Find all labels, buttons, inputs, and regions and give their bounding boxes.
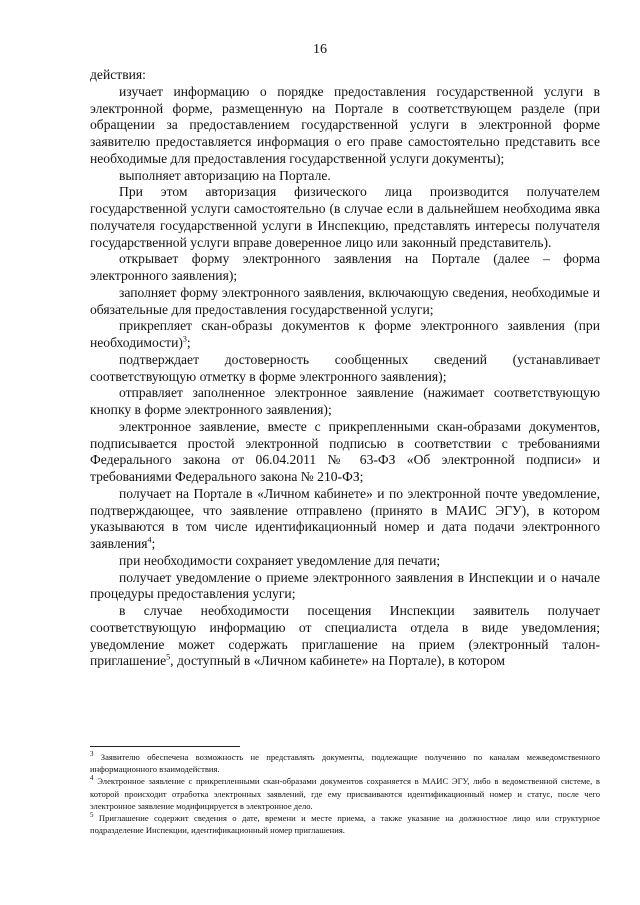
footnote-separator	[90, 746, 240, 747]
paragraph-visit	[90, 603, 600, 670]
paragraph-receipt	[90, 570, 600, 604]
footnote-mark: 3	[90, 750, 94, 759]
footnote-text: Приглашение содержит сведения о дате, времени и месте приема, а также указание на должностное лицо или структурное подразделение Инспекции, идентификационный номер приглашения.	[90, 813, 600, 836]
footnote-mark: 4	[90, 774, 94, 783]
paragraph-text: прикрепляет скан-образы документов к форме электронного заявления (при необходимости)	[90, 318, 600, 350]
paragraph-text: выполняет авторизацию на Портале.	[119, 167, 331, 183]
paragraph-text: заполняет форму электронного заявления, включающую сведения, необходимые и обязательные для предоставления государственной услуги;	[90, 284, 600, 317]
footnote-ref-5: 5	[166, 652, 171, 662]
paragraph-text: открывает форму электронного заявления на Портале (далее – форма электронного заявления);	[90, 251, 600, 283]
paragraph-text: действия:	[90, 67, 146, 82]
paragraph-text: изучает информацию о порядке предоставления государственной услуги в электронной форме, размещенную на Портале в соответствующем разделе (при обращении за предоставлением государственной услуги в электронной форме заявителю предоставляется информация о его праве самостоятельно представить все необходимые для предоставления государственной услуги документы);	[90, 83, 600, 166]
footnote-4	[90, 775, 600, 812]
page-number: 16	[313, 42, 327, 57]
paragraph-text-after: , доступный в «Личном кабинете» на Портале), в котором	[170, 653, 505, 669]
paragraph-fill-form	[90, 285, 600, 319]
paragraph-text: При этом авторизация физического лица производится получателем государственной услуги самостоятельно (в случае если в дальнейшем необходима явка получателя государственной услуги в Инспекцию, представлять интересы получателя государственной услуги вправе доверенное лицо или законный представитель).	[90, 184, 600, 250]
paragraph-text: электронное заявление, вместе с прикрепленными скан-образами документов, подписывается простой электронной подписью в соответствии с требованиями Федерального закона от 06.04.2011 № 63-ФЗ «Об электронной подписи» и требованиями Федерального закона № 210-ФЗ;	[90, 418, 600, 484]
paragraph-authorization-note	[90, 184, 600, 251]
paragraph-text: получает уведомление о приеме электронного заявления в Инспекции и о начале процедуры предоставления услуги;	[90, 569, 600, 602]
paragraph-text: отправляет заполненное электронное заявление (нажимает соответствующую кнопку в форме электронного заявления);	[90, 385, 600, 417]
footnote-3	[90, 751, 600, 775]
paragraph-confirm	[90, 352, 600, 386]
paragraph-text-after: ;	[151, 536, 156, 551]
footnote-5	[90, 812, 600, 836]
footnote-text: Электронное заявление с прикрепленными скан-образами документов сохраняется в МАИС ЭГУ, либо в ведомственной системе, в которой происходит отработка электронных заявлений, где ему присваиваются идентификационный номер и статус, после чего электронное заявление модифицируется в электронное дело.	[90, 776, 600, 811]
footnotes	[90, 751, 600, 836]
paragraph-send	[90, 385, 600, 419]
paragraph-open-form	[90, 251, 600, 285]
footnote-ref-3: 3	[182, 334, 187, 344]
paragraph-study-info	[90, 84, 600, 168]
paragraph-attach-scans	[90, 318, 600, 352]
paragraph-text: при необходимости сохраняет уведомление для печати;	[119, 552, 441, 568]
paragraph-text-after: ;	[186, 335, 191, 350]
paragraph-intro	[90, 67, 600, 84]
paragraph-notification	[90, 486, 600, 553]
footnote-mark: 5	[90, 811, 94, 820]
paragraph-authorization	[90, 168, 600, 185]
paragraph-save-notification	[90, 553, 600, 570]
paragraph-text: в случае необходимости посещения Инспекции заявитель получает соответствующую информацию от специалиста отдела в виде уведомления; уведомление может содержать приглашение на прием (электронный талон-приглашение	[90, 603, 600, 669]
paragraph-text: подтверждает достоверность сообщенных сведений (устанавливает соответствующую отметку в форме электронного заявления);	[90, 351, 600, 384]
paragraph-signature	[90, 419, 600, 486]
paragraph-text: получает на Портале в «Личном кабинете» и по электронной почте уведомление, подтверждающее, что заявление отправлено (принято в МАИС ЭГУ), в котором указываются в том числе идентификационный номер и дата подачи электронного заявления	[90, 485, 600, 551]
footnote-ref-4: 4	[147, 535, 152, 545]
main-text	[90, 67, 600, 670]
footnote-text: Заявителю обеспечена возможность не представлять документы, подлежащие получению по каналам межведомственного информационного взаимодействия.	[90, 752, 600, 775]
